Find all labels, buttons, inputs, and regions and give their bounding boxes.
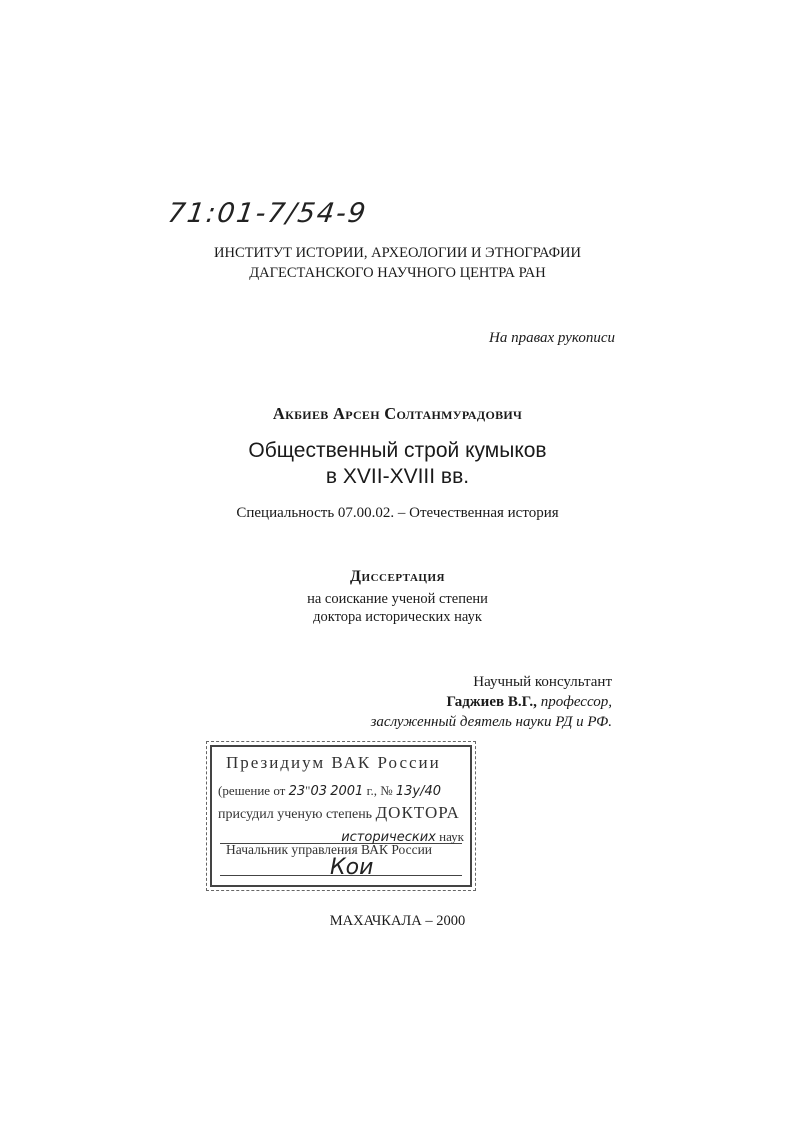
scientific-consultant bbox=[371, 672, 612, 732]
consultant-name-line bbox=[371, 692, 612, 712]
stamp-signature: Кои bbox=[330, 855, 374, 880]
degree-line-2: доктора исторических наук bbox=[313, 609, 482, 625]
stamp-decision-year: 2001 bbox=[330, 784, 364, 799]
stamp-awarded-line bbox=[218, 803, 460, 823]
rights-note: На правах рукописи bbox=[489, 330, 615, 346]
degree-line-1: на соискание ученой степени bbox=[307, 591, 488, 607]
stamp-header: Президиум ВАК России bbox=[226, 753, 441, 772]
handwritten-archive-code: 71:01-7/54-9 bbox=[165, 198, 370, 229]
stamp-field-handwritten: исторических bbox=[341, 830, 436, 845]
title-line-2: в XVII-XVIII вв. bbox=[325, 465, 470, 488]
stamp-decision-number: 13у/40 bbox=[395, 784, 442, 799]
institute-line-2: ДАГЕСТАНСКОГО НАУЧНОГО ЦЕНТРА РАН bbox=[249, 265, 546, 281]
stamp-awarded-prefix: присудил ученую степень bbox=[218, 807, 373, 822]
dissertation-degree bbox=[0, 590, 795, 626]
vak-stamp bbox=[210, 745, 472, 887]
city-year: МАХАЧКАЛА – 2000 bbox=[329, 913, 466, 929]
specialty-line: Специальность 07.00.02. – Отечественная история bbox=[236, 505, 559, 521]
stamp-decision-line: (решение от 23"03 2001 г., № 13у/40 bbox=[218, 783, 442, 799]
institute-line-1: ИНСТИТУТ ИСТОРИИ, АРХЕОЛОГИИ И ЭТНОГРАФИИ bbox=[214, 245, 581, 261]
stamp-decision-year-suffix: г., № bbox=[366, 783, 393, 798]
author-name: Акбиев Арсен Солтанмурадович bbox=[272, 404, 523, 423]
institute-heading bbox=[0, 243, 795, 283]
stamp-decision-month: 03 bbox=[310, 784, 327, 799]
stamp-decision-prefix: (решение от bbox=[218, 783, 286, 798]
stamp-decision-day: 23 bbox=[288, 784, 306, 799]
title-line-1: Общественный строй кумыков bbox=[248, 439, 547, 462]
consultant-title: профессор, bbox=[540, 694, 612, 710]
dissertation-title bbox=[0, 438, 795, 490]
dissertation-heading: Диссертация bbox=[350, 568, 445, 585]
consultant-honor: заслуженный деятель науки РД и РФ. bbox=[370, 714, 612, 730]
stamp-field-suffix: наук bbox=[439, 829, 464, 844]
stamp-awarded-degree: ДОКТОРА bbox=[375, 803, 460, 822]
stamp-chief: Начальник управления ВАК России bbox=[226, 842, 433, 857]
consultant-role: Научный консультант bbox=[473, 674, 612, 690]
consultant-name: Гаджиев В.Г., bbox=[446, 694, 537, 710]
